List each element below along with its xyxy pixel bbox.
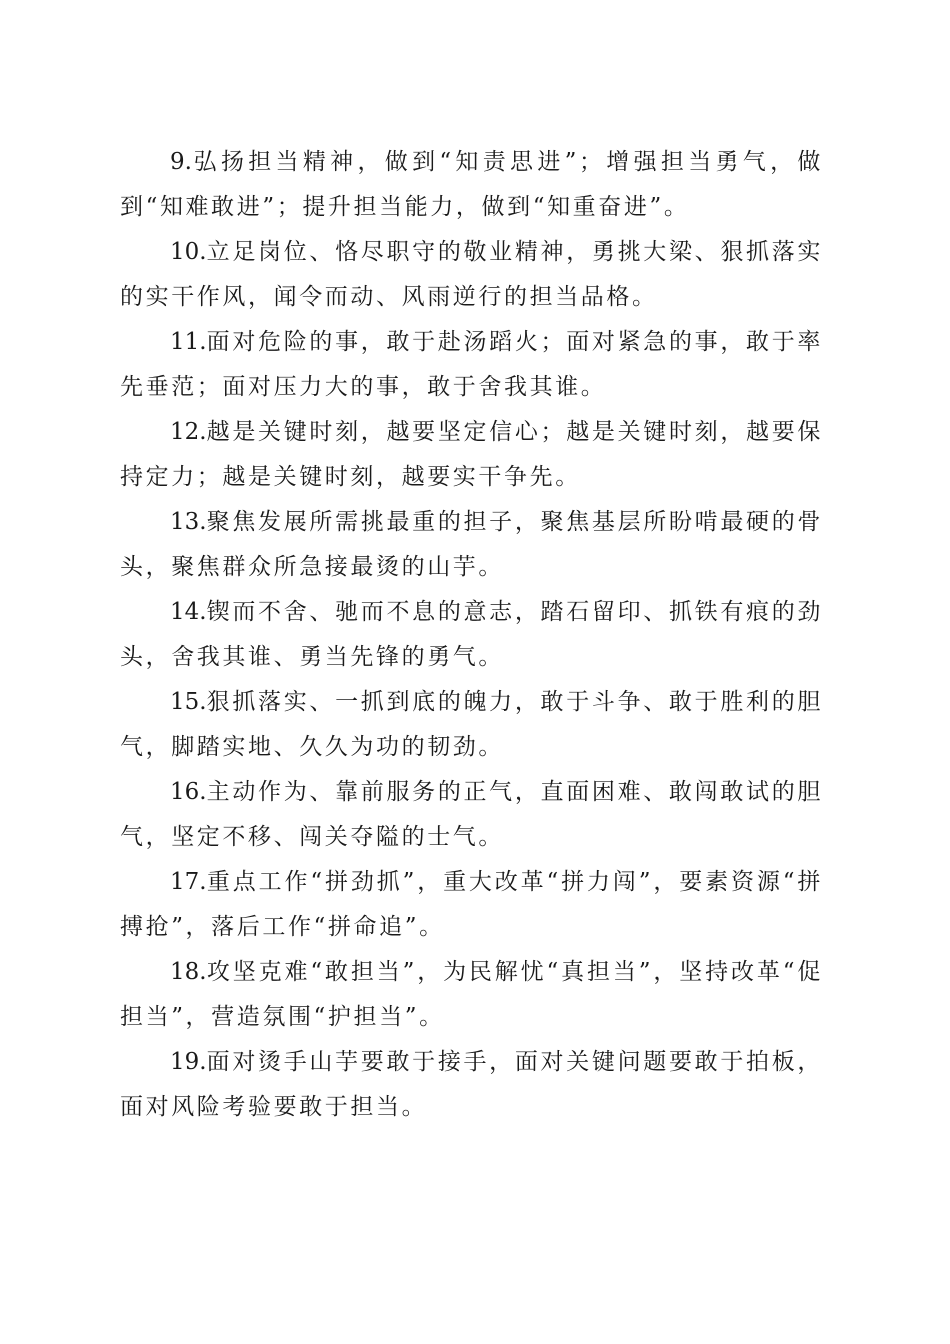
list-item [120,320,823,410]
item-text: 面对烫手山芋要敢于接手，面对关键问题要敢于拍板，面对风险考验要敢于担当。 [120,1049,823,1120]
item-number: 12. [170,419,207,445]
list-item [120,410,823,500]
item-number: 14. [170,599,207,625]
item-number: 9. [170,149,192,175]
item-text: 重点工作“拼劲抓”，重大改革“拼力闯”，要素资源“拼搏抢”，落后工作“拼命追”。 [120,869,823,940]
item-number: 11. [170,329,207,355]
item-text: 锲而不舍、驰而不息的意志，踏石留印、抓铁有痕的劲头，舍我其谁、勇当先锋的勇气。 [120,599,823,670]
list-item [120,860,823,950]
item-number: 18. [170,959,207,985]
item-number: 17. [170,869,207,895]
list-item [120,590,823,680]
list-item [120,500,823,590]
item-number: 16. [170,779,207,805]
list-item [120,1040,823,1130]
item-number: 13. [170,509,207,535]
item-text: 主动作为、靠前服务的正气，直面困难、敢闯敢试的胆气，坚定不移、闯关夺隘的士气。 [120,779,823,850]
document-body [120,140,823,1130]
item-text: 狠抓落实、一抓到底的魄力，敢于斗争、敢于胜利的胆气，脚踏实地、久久为功的韧劲。 [120,689,823,760]
item-number: 19. [170,1049,207,1075]
list-item [120,140,823,230]
list-item [120,950,823,1040]
item-text: 攻坚克难“敢担当”，为民解忧“真担当”，坚持改革“促担当”，营造氛围“护担当”。 [120,959,823,1030]
item-text: 立足岗位、恪尽职守的敬业精神，勇挑大梁、狠抓落实的实干作风，闻令而动、风雨逆行的担当品格。 [120,239,823,310]
list-item [120,770,823,860]
item-text: 弘扬担当精神，做到“知责思进”；增强担当勇气，做到“知难敢进”；提升担当能力，做到“知重奋进”。 [120,149,823,220]
list-item [120,680,823,770]
list-item [120,230,823,320]
item-number: 10. [170,239,207,265]
item-text: 越是关键时刻，越要坚定信心；越是关键时刻，越要保持定力；越是关键时刻，越要实干争先。 [120,419,823,490]
item-text: 面对危险的事，敢于赴汤蹈火；面对紧急的事，敢于率先垂范；面对压力大的事，敢于舍我其谁。 [120,329,823,400]
item-text: 聚焦发展所需挑最重的担子，聚焦基层所盼啃最硬的骨头，聚焦群众所急接最烫的山芋。 [120,509,823,580]
item-number: 15. [170,689,207,715]
